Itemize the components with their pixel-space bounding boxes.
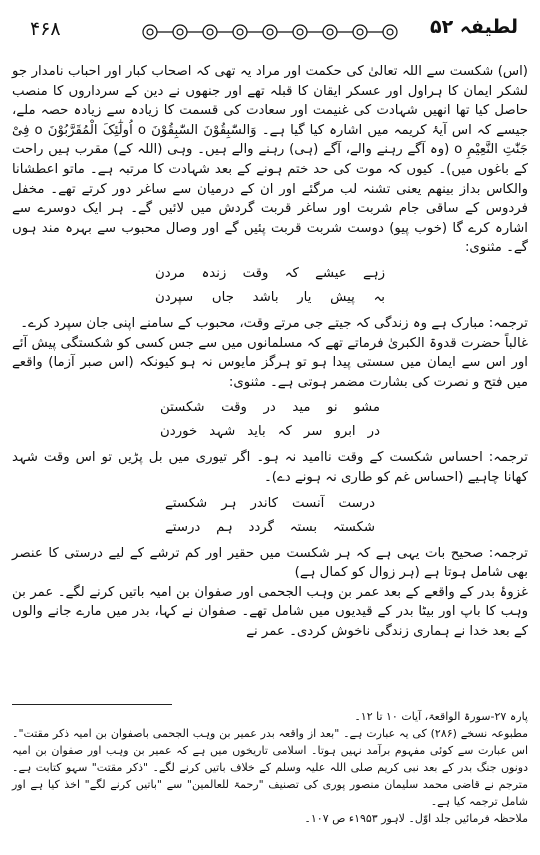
translation: ترجمہ: مبارک ہے وہ زندگی کہ جیتے جی مرتے وقت، محبوب کے سامنے اپنی جان سپرد کرے۔ [20,315,528,331]
verse [12,396,528,444]
footnote-divider [12,704,172,705]
verse-word: شکستے [165,495,208,511]
verse-word: ابرو [334,424,356,440]
verse-word: ہم [216,519,233,535]
footnote: ملاحظہ فرمائیں جلد اوّل۔ لاہور ۱۹۵۳ء ص ۱۰۷۔ [304,812,528,825]
verse-line [165,492,375,516]
verse-word: مید [292,400,311,416]
verse-word: زہے [362,265,385,281]
verse-line [160,420,380,444]
verse-line [160,396,380,420]
translation: ترجمہ: احساس شکست کے وقت ناامید نہ ہو۔ اگر تیوری میں بل پڑیں تو اس وقت شہد کھانا چاہیے (احساس غم کو طاری نہ ہونے دے)۔ [12,450,528,485]
verse-word: در [263,400,276,416]
verse-word: گردد [248,519,274,535]
verse-word: بستہ [289,519,318,535]
verse-word: شکستن [160,400,205,416]
paragraph: (اس) شکست سے اللہ تعالیٰ کی حکمت اور مراد یہ تھی کہ اصحاب کبار اور احباب نامدار جو لشکر ایمان کا ہراول اور عسکر ایقان کا قبلہ تھے اور جنھوں نے دین کے سرداروں کا منصب حاصل کیا تھا انھیں شہادت کی غنیمت اور سعادت کی قسمت کا زیادہ سے زیادہ حصہ ملے، جیسے کہ اس آیۂ کریمہ میں اشارہ کیا گیا ہے۔ وَالسّٰبِقُوْنَ السّٰبِقُوْنَ o اُولٰٓئِکَ الْمُقَرَّبُوْنَ o فِیْ جَنّٰتِ النَّعِیْمِ o (وہ آگے رہنے والے، آگے (ہی) رہنے والے ہیں۔ وہی (اللہ کے) مقرب ہیں راحت کے باغوں میں)۔ کیوں کہ موت کی حد ختم ہونے کے بعد شہادت کا مرتبہ ہے۔ ماتو اعطشانا والکاس بداز بینهم یعنی تشنہ لب مرگئے اور ان کے درمیان سے ساغر دور کرتے تھے۔ مخفل فردوس کے ساقی جام شربت اور ساغر قربت گردش میں لائیں گے۔ ہر ایک دوسرے سے اشارہ کرے گا (خوب پیو) دوست شربت قربت پئیں گے اور وصال محبوب سے بہرہ مند ہوں گے۔ مثنوی: [12,64,529,256]
verse-word: کاندر [250,495,278,511]
verse-word: بہ [373,289,385,305]
paragraph: غزوۂ بدر کے واقعے کے بعد عمر بن وہب الجحمی اور صفوان بن امیہ باتیں کرنے لگے۔ عمر بن وہب کا باپ اور بیٹا بدر کے قیدیوں میں شامل تھے۔ صفوان نے کہا، بدر میں مارے جانے والوں کے بعد خدا نے ہماری زندگی ناخوش کردی۔ عمر نے [12,584,528,639]
verse-word: سپردن [155,289,194,305]
verse-word: پیش [330,289,355,305]
translation: ترجمہ: صحیح بات یہی ہے کہ ہر شکست میں حقیر اور کم ترشے کے لیے درستی کا عنصر بھی شامل ہوتا ہے (ہر زوال کو کمال ہے) [12,545,528,581]
verse-word: آنست [292,495,325,511]
verse-word: وقت [242,265,269,281]
verse-word: مشو [354,400,380,416]
verse-word: عیشے [315,265,347,281]
verse [12,262,528,310]
page-number: ۴۶۸ [30,18,61,40]
paragraph: غالباً حضرت قدوۃ الکبریٰ فرماتے تھے کہ مسلمانوں میں سے جس کسی کو شکستگی پیش آئے اور اس سے ایمان میں سستی پیدا ہو تو ہرگز مایوس نہ ہو کیونکہ (اس صبر آزما) واقعے میں فتح و نصرت کی بشارت مضمر ہوتی ہے۔ مثنوی: [12,335,528,390]
main-text [12,62,528,641]
verse-word: کہ [277,424,292,440]
footnote: پارہ ۲۷-سورۃ الواقعۃ، آیات ۱۰ تا ۱۲۔ [354,710,528,723]
verse-word: شکستہ [332,519,375,535]
verse-word: درستے [165,519,201,535]
page-header [0,0,540,58]
verse-word: وقت [221,400,247,416]
verse-word: نو [327,400,338,416]
verse-word: یار [297,289,312,305]
running-title: لطیفہ ۵۲ [429,16,518,38]
verse-word: در [367,424,380,440]
footnotes [12,708,528,827]
verse-word: باشد [252,289,279,305]
verse-word: خوردن [160,424,198,440]
verse-word: سر [303,424,323,440]
verse-word: کہ [284,265,299,281]
verse-line [155,286,385,310]
ornament-divider [140,21,400,43]
verse-word: جاں [211,289,234,305]
verse-line [165,516,375,540]
footnote: مطبوعہ نسخے (۲۸۶) کی یہ عبارت ہے۔ "بعد از واقعہ بدر عمیر بن وہب الجحمی باصفوان بن امیہ ذکر مقتت"۔ اس عبارت سے کوئی مفہوم برآمد نہیں ہوتا۔ اسلامی تاریخوں میں ہے کہ عمیر بن وہب اور صفوان بن امیہ دونوں جنگ بدر کے بعد نبی کریم صلی اللہ علیہ وسلم کے خلاف باتیں کرنے لگے۔ "ذکر مقتت" سہو کتابت ہے۔ مترجم نے قاضی محمد سلیمان منصور پوری کی تصنیف "رحمۃ للعالمین" سے "باتیں کرنے لگے" اخذ کیا ہے اور شامل ترجمہ کیا ہے۔ [12,727,528,808]
verse-word: زندہ [201,265,227,281]
verse-word: ہر [221,495,237,511]
verse-line [155,262,385,286]
verse-word: درست [338,495,375,511]
verse [12,492,528,540]
verse-word: شہد [209,424,236,440]
verse-word: مردن [155,265,186,281]
verse-word: باید [247,424,266,440]
